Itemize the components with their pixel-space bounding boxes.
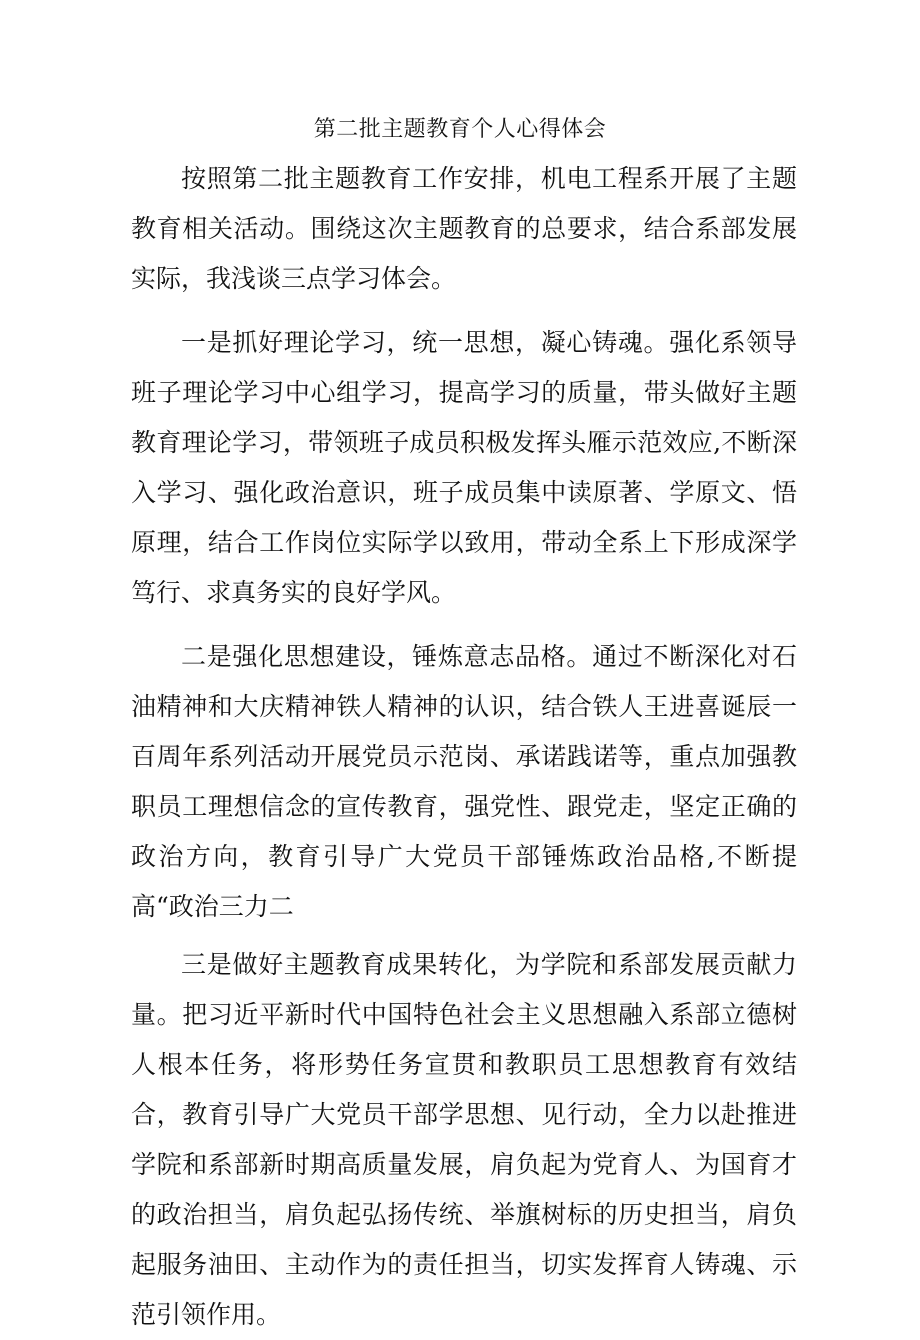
paragraph-point-one: 一是抓好理论学习，统一思想，凝心铸魂。强化系领导班子理论学习中心组学习，提高学习的质量，带头做好主题教育理论学习，带领班子成员积极发挥头雁示范效应,不断深入学习、强化政治意识，班子成员集中读原著、学原文、悟原理，结合工作岗位实际学以致用，带动全系上下形成深学笃行、求真务实的良好学风。 bbox=[131, 328, 797, 607]
paragraph-intro: 按照第二批主题教育工作安排，机电工程系开展了主题教育相关活动。围绕这次主题教育的总要求，结合系部发展实际，我浅谈三点学习体会。 bbox=[131, 164, 797, 293]
document-body bbox=[131, 154, 797, 1340]
document-title: 第二批主题教育个人心得体会 bbox=[313, 117, 607, 142]
paragraph-point-three: 三是做好主题教育成果转化，为学院和系部发展贡献力量。把习近平新时代中国特色社会主义思想融入系部立德树人根本任务，将形势任务宣贯和教职员工思想教育有效结合，教育引导广大党员干部学思想、见行动，全力以赴推进学院和系部新时期高质量发展，肩负起为党育人、为国育才的政治担当，肩负起弘扬传统、举旗树标的历史担当，肩负起服务油田、主动作为的责任担当，切实发挥育人铸魂、示范引领作用。 bbox=[131, 950, 797, 1329]
paragraph-point-two: 二是强化思想建设，锤炼意志品格。通过不断深化对石油精神和大庆精神铁人精神的认识，结合铁人王进喜诞辰一百周年系列活动开展党员示范岗、承诺践诺等，重点加强教职员工理想信念的宣传教育，强党性、跟党走，坚定正确的政治方向，教育引导广大党员干部锤炼政治品格,不断提高“政治三力二 bbox=[131, 642, 797, 921]
